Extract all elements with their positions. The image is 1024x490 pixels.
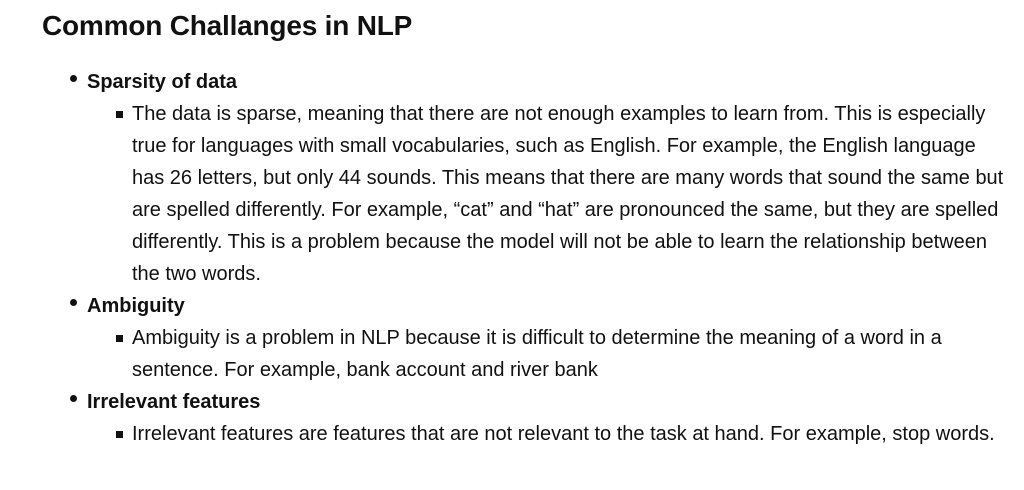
topic-title: Ambiguity <box>87 295 185 317</box>
sub-list-item <box>87 98 1012 290</box>
challenges-list <box>42 66 1012 450</box>
sub-list <box>87 98 1012 290</box>
page-title: Common Challanges in NLP <box>42 10 413 41</box>
topic-title: Irrelevant features <box>87 391 261 413</box>
sub-list <box>87 418 1012 450</box>
bullet-disc-icon <box>70 395 77 402</box>
bullet-disc-icon <box>70 75 77 82</box>
topic-detail: Irrelevant features are features that are not relevant to the task at hand. For example, stop words. <box>132 423 995 445</box>
bullet-disc-icon <box>70 299 77 306</box>
bullet-square-icon <box>116 111 123 118</box>
topic-detail: Ambiguity is a problem in NLP because it is difficult to determine the meaning of a word in a sentence. For example, bank account and river bank <box>132 327 942 381</box>
topic-title: Sparsity of data <box>87 71 238 93</box>
bullet-square-icon <box>116 431 123 438</box>
list-item-sparsity <box>42 66 1012 290</box>
bullet-square-icon <box>116 335 123 342</box>
list-item-ambiguity <box>42 290 1012 386</box>
sub-list-item <box>87 322 1012 386</box>
list-item-irrelevant-features <box>42 386 1012 450</box>
sub-list <box>87 322 1012 386</box>
sub-list-item <box>87 418 1012 450</box>
topic-detail: The data is sparse, meaning that there are not enough examples to learn from. This is especially true for languages with small vocabularies, such as English. For example, the English language has 26 letters, but only 44 sounds. This means that there are many words that sound the same but are spelled differently. For example, “cat” and “hat” are pronounced the same, but they are spelled differently. This is a problem because the model will not be able to learn the relationship between the two words. <box>132 103 1004 285</box>
